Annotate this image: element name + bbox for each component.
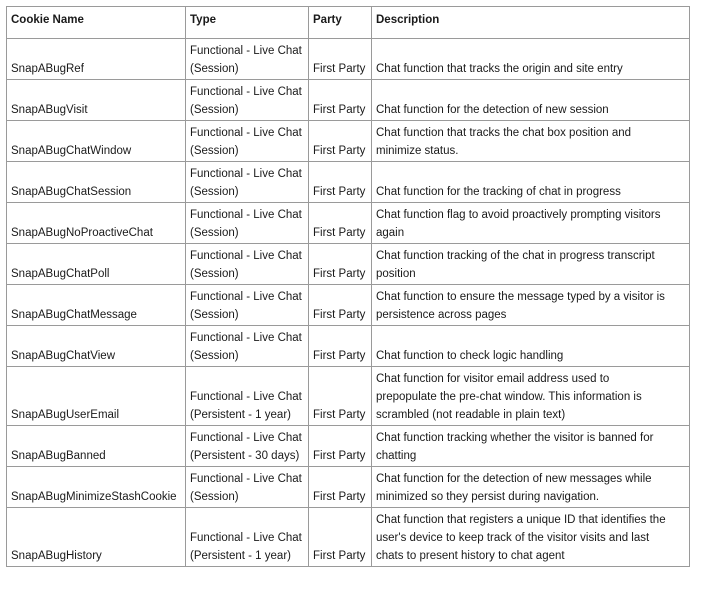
cell-type xyxy=(186,203,309,244)
cell-cookie-name: SnapABugNoProactiveChat xyxy=(7,203,186,244)
cell-description-line: minimized so they persist during navigation. xyxy=(376,491,600,503)
cell-cookie-name: SnapABugChatView xyxy=(7,326,186,367)
cell-description-line: Chat function for visitor email address used to xyxy=(376,373,610,385)
cell-type-line: Functional - Live Chat xyxy=(190,45,302,57)
cell-type xyxy=(186,121,309,162)
cell-type-line: (Session) xyxy=(190,350,239,362)
cell-cookie-name: SnapABugChatMessage xyxy=(7,285,186,326)
table-row xyxy=(7,367,690,426)
cookie-table xyxy=(6,6,690,567)
cell-type xyxy=(186,326,309,367)
cell-description-line: Chat function for the tracking of chat in progress xyxy=(376,186,621,198)
cell-cookie-name: SnapABugHistory xyxy=(7,508,186,567)
cell-type-line: (Session) xyxy=(190,63,239,75)
cell-type-line: (Persistent - 30 days) xyxy=(190,450,300,462)
cell-type-line: Functional - Live Chat xyxy=(190,391,302,403)
cell-type-line: (Session) xyxy=(190,309,239,321)
header-party: Party xyxy=(309,7,372,39)
cell-type-line: Functional - Live Chat xyxy=(190,291,302,303)
cell-description-line: persistence across pages xyxy=(376,309,507,321)
cell-description-line: Chat function to check logic handling xyxy=(376,350,564,362)
table-row xyxy=(7,39,690,80)
header-cookie-name: Cookie Name xyxy=(7,7,186,39)
cell-description-line: minimize status. xyxy=(376,145,459,157)
cell-type-line: Functional - Live Chat xyxy=(190,86,302,98)
cell-description-line: Chat function that tracks the chat box position and xyxy=(376,127,632,139)
cell-type-line: Functional - Live Chat xyxy=(190,432,302,444)
cell-description xyxy=(372,285,690,326)
cell-type-line: Functional - Live Chat xyxy=(190,332,302,344)
cell-party: First Party xyxy=(309,162,372,203)
cell-description-line: Chat function tracking whether the visitor is banned for xyxy=(376,432,654,444)
cell-cookie-name: SnapABugChatSession xyxy=(7,162,186,203)
cell-description-line: prepopulate the pre-chat window. This information is xyxy=(376,391,642,403)
cell-description xyxy=(372,467,690,508)
table-row xyxy=(7,80,690,121)
cell-description-line: position xyxy=(376,268,416,280)
cell-party: First Party xyxy=(309,467,372,508)
cell-party: First Party xyxy=(309,121,372,162)
cell-description xyxy=(372,203,690,244)
cell-type xyxy=(186,508,309,567)
cell-cookie-name: SnapABugRef xyxy=(7,39,186,80)
cell-description-line: Chat function for the detection of new messages while xyxy=(376,473,652,485)
cell-type-line: (Session) xyxy=(190,186,239,198)
cell-description xyxy=(372,426,690,467)
table-body xyxy=(7,39,690,567)
cell-description-line: Chat function tracking of the chat in progress transcript xyxy=(376,250,655,262)
table-row xyxy=(7,508,690,567)
cell-party: First Party xyxy=(309,80,372,121)
cell-type xyxy=(186,162,309,203)
cell-type-line: Functional - Live Chat xyxy=(190,473,302,485)
cell-type-line: Functional - Live Chat xyxy=(190,127,302,139)
cell-description xyxy=(372,162,690,203)
table-row xyxy=(7,121,690,162)
cell-party: First Party xyxy=(309,203,372,244)
table-row xyxy=(7,326,690,367)
cell-type-line: Functional - Live Chat xyxy=(190,209,302,221)
cell-description-line: Chat function for the detection of new session xyxy=(376,104,609,116)
cell-type-line: (Session) xyxy=(190,104,239,116)
cell-description xyxy=(372,326,690,367)
cell-cookie-name: SnapABugChatWindow xyxy=(7,121,186,162)
cell-description xyxy=(372,244,690,285)
cell-description xyxy=(372,367,690,426)
cell-type-line: Functional - Live Chat xyxy=(190,250,302,262)
cell-description-line: Chat function that tracks the origin and site entry xyxy=(376,63,623,75)
cell-description-line: user's device to keep track of the visitor visits and last xyxy=(376,532,650,544)
cell-description-line: again xyxy=(376,227,405,239)
cell-party: First Party xyxy=(309,285,372,326)
cell-type-line: Functional - Live Chat xyxy=(190,168,302,180)
cell-type xyxy=(186,426,309,467)
cell-cookie-name: SnapABugUserEmail xyxy=(7,367,186,426)
cell-cookie-name: SnapABugBanned xyxy=(7,426,186,467)
header-type: Type xyxy=(186,7,309,39)
cell-type xyxy=(186,467,309,508)
cell-party: First Party xyxy=(309,244,372,285)
cell-type xyxy=(186,80,309,121)
cell-description-line: Chat function flag to avoid proactively prompting visitors xyxy=(376,209,661,221)
cell-type xyxy=(186,244,309,285)
cell-type-line: (Session) xyxy=(190,227,239,239)
cell-description-line: Chat function that registers a unique ID that identifies the xyxy=(376,514,666,526)
cell-type-line: (Session) xyxy=(190,268,239,280)
cell-type xyxy=(186,285,309,326)
cell-type-line: (Session) xyxy=(190,491,239,503)
table-row xyxy=(7,203,690,244)
cell-description-line: chatting xyxy=(376,450,417,462)
cell-description-line: Chat function to ensure the message typed by a visitor is xyxy=(376,291,665,303)
header-row xyxy=(7,7,690,39)
table-row xyxy=(7,467,690,508)
cell-type-line: (Persistent - 1 year) xyxy=(190,550,291,562)
cell-party: First Party xyxy=(309,326,372,367)
cell-party: First Party xyxy=(309,426,372,467)
table-row xyxy=(7,426,690,467)
cell-description-line: scrambled (not readable in plain text) xyxy=(376,409,566,421)
cell-type xyxy=(186,39,309,80)
cell-type-line: Functional - Live Chat xyxy=(190,532,302,544)
cell-type-line: (Session) xyxy=(190,145,239,157)
cell-type xyxy=(186,367,309,426)
cell-party: First Party xyxy=(309,39,372,80)
table-row xyxy=(7,162,690,203)
cell-cookie-name: SnapABugChatPoll xyxy=(7,244,186,285)
table-row xyxy=(7,285,690,326)
cell-party: First Party xyxy=(309,367,372,426)
cell-description xyxy=(372,80,690,121)
cell-cookie-name: SnapABugVisit xyxy=(7,80,186,121)
cell-type-line: (Persistent - 1 year) xyxy=(190,409,291,421)
cell-cookie-name: SnapABugMinimizeStashCookie xyxy=(7,467,186,508)
cell-description-line: chats to present history to chat agent xyxy=(376,550,565,562)
cell-party: First Party xyxy=(309,508,372,567)
table-row xyxy=(7,244,690,285)
header-description: Description xyxy=(372,7,690,39)
cell-description xyxy=(372,508,690,567)
cell-description xyxy=(372,39,690,80)
cell-description xyxy=(372,121,690,162)
